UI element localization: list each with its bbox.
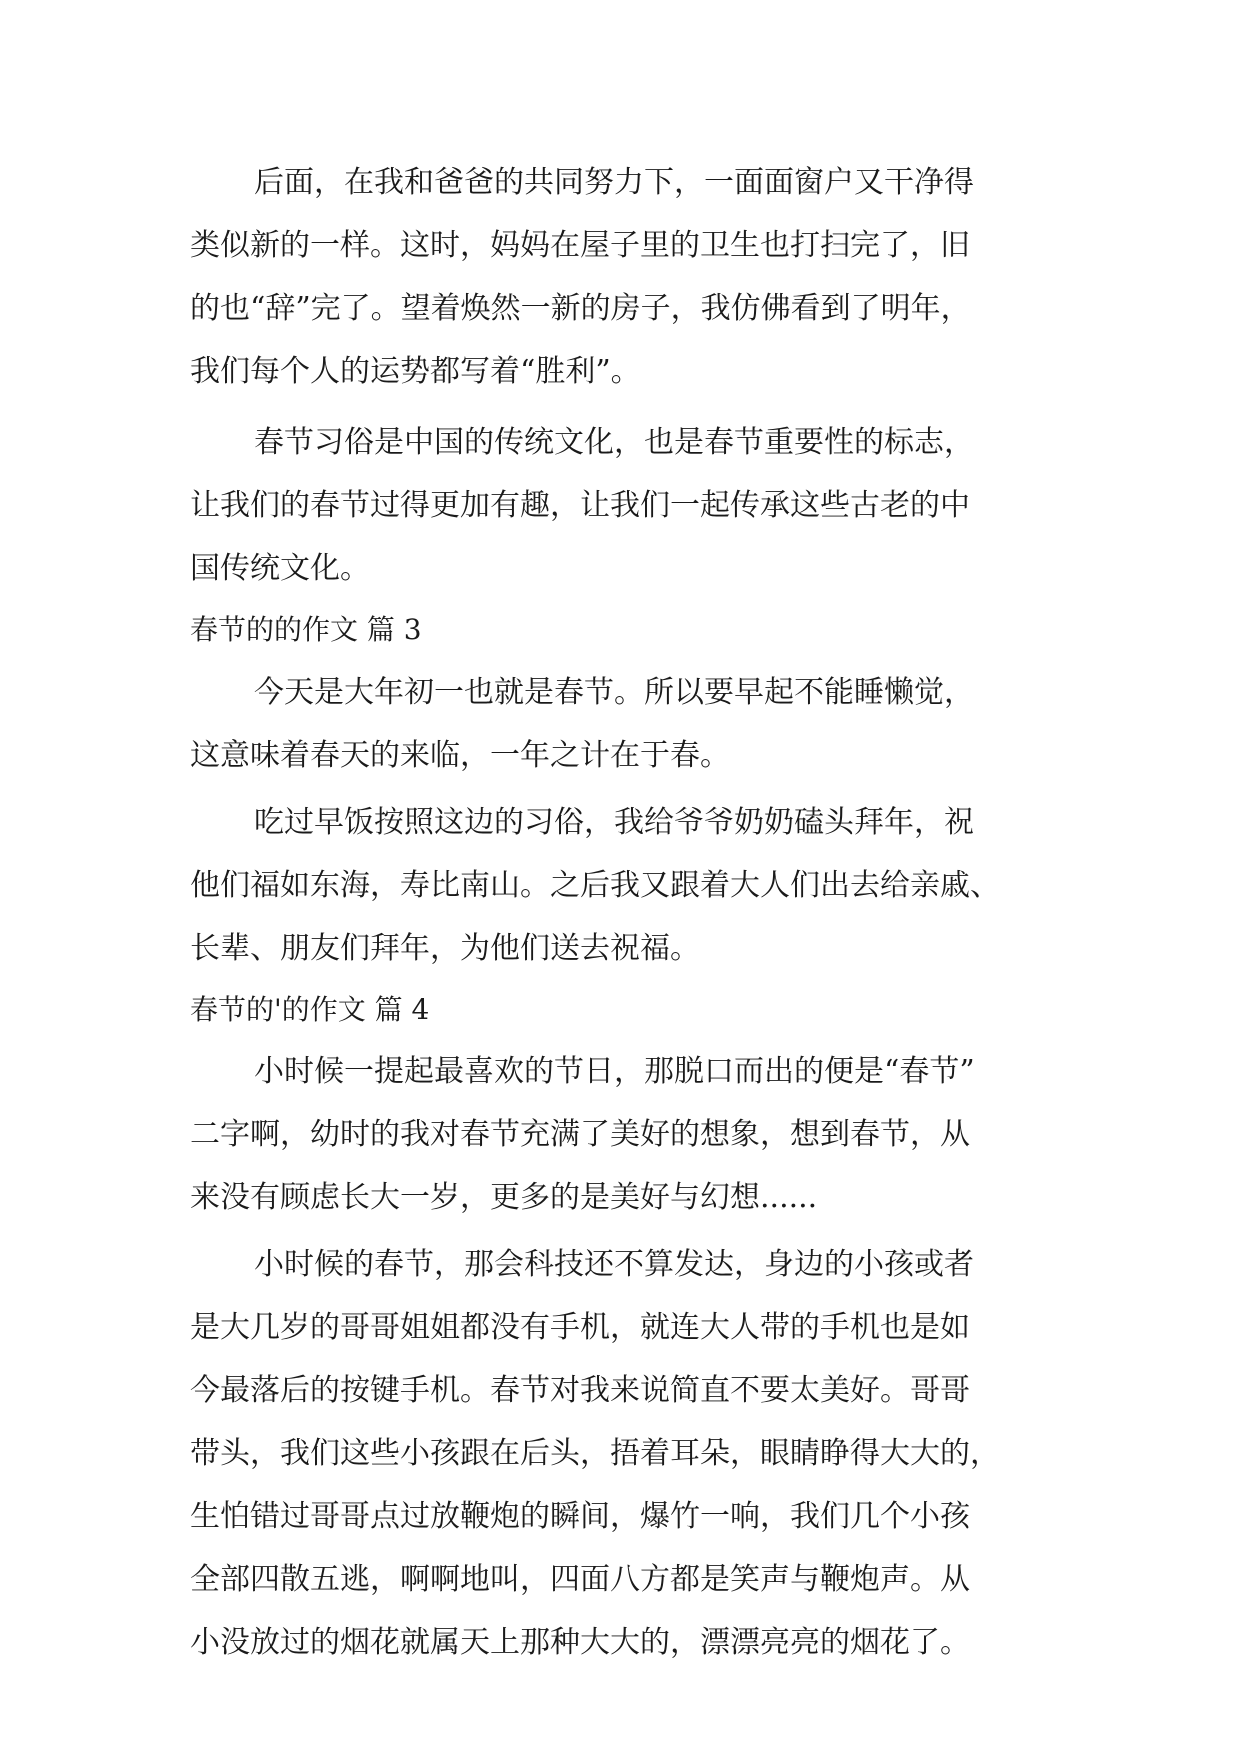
paragraph-line: 是大几岁的哥哥姐姐都没有手机，就连大人带的手机也是如: [190, 1310, 970, 1345]
paragraph-line: 长辈、朋友们拜年，为他们送去祝福。: [190, 931, 700, 966]
paragraph-line: 全部四散五逃，啊啊地叫，四面八方都是笑声与鞭炮声。从: [190, 1562, 970, 1597]
paragraph-line: 小时候一提起最喜欢的节日，那脱口而出的便是“春节”: [254, 1054, 975, 1089]
paragraph-line: 让我们的春节过得更加有趣，让我们一起传承这些古老的中: [190, 488, 970, 523]
paragraph-line: 吃过早饭按照这边的习俗，我给爷爷奶奶磕头拜年，祝: [254, 805, 974, 840]
paragraph-line: 国传统文化。: [190, 551, 370, 586]
paragraph-line: 今天是大年初一也就是春节。所以要早起不能睡懒觉，: [254, 675, 974, 710]
paragraph-line: 类似新的一样。这时，妈妈在屋子里的卫生也打扫完了，旧: [190, 228, 970, 263]
section-heading-3: 春节的的作文 篇 3: [190, 613, 422, 646]
paragraph-line: 他们福如东海，寿比南山。之后我又跟着大人们出去给亲戚、: [190, 868, 1000, 903]
paragraph-line: 后面，在我和爸爸的共同努力下，一面面窗户又干净得: [254, 165, 974, 200]
paragraph-line: 小时候的春节，那会科技还不算发达，身边的小孩或者: [254, 1247, 974, 1282]
paragraph-line: 带头，我们这些小孩跟在后头，捂着耳朵，眼睛睁得大大的，: [190, 1436, 1000, 1471]
paragraph-line: 这意味着春天的来临，一年之计在于春。: [190, 738, 730, 773]
paragraph-line: 的也“辞”完了。望着焕然一新的房子，我仿佛看到了明年，: [190, 291, 971, 326]
paragraph-line: 生怕错过哥哥点过放鞭炮的瞬间，爆竹一响，我们几个小孩: [190, 1499, 970, 1534]
paragraph-line: 我们每个人的运势都写着“胜利”。: [190, 354, 641, 389]
paragraph-line: 春节习俗是中国的传统文化，也是春节重要性的标志，: [254, 425, 974, 460]
paragraph-line: 今最落后的按键手机。春节对我来说简直不要太美好。哥哥: [190, 1373, 970, 1408]
paragraph-line: 小没放过的烟花就属天上那种大大的，漂漂亮亮的烟花了。: [190, 1625, 970, 1660]
paragraph-line: 二字啊，幼时的我对春节充满了美好的想象，想到春节，从: [190, 1117, 970, 1152]
section-heading-4: 春节的'的作文 篇 4: [190, 993, 430, 1026]
paragraph-line: 来没有顾虑长大一岁，更多的是美好与幻想......: [190, 1180, 818, 1215]
